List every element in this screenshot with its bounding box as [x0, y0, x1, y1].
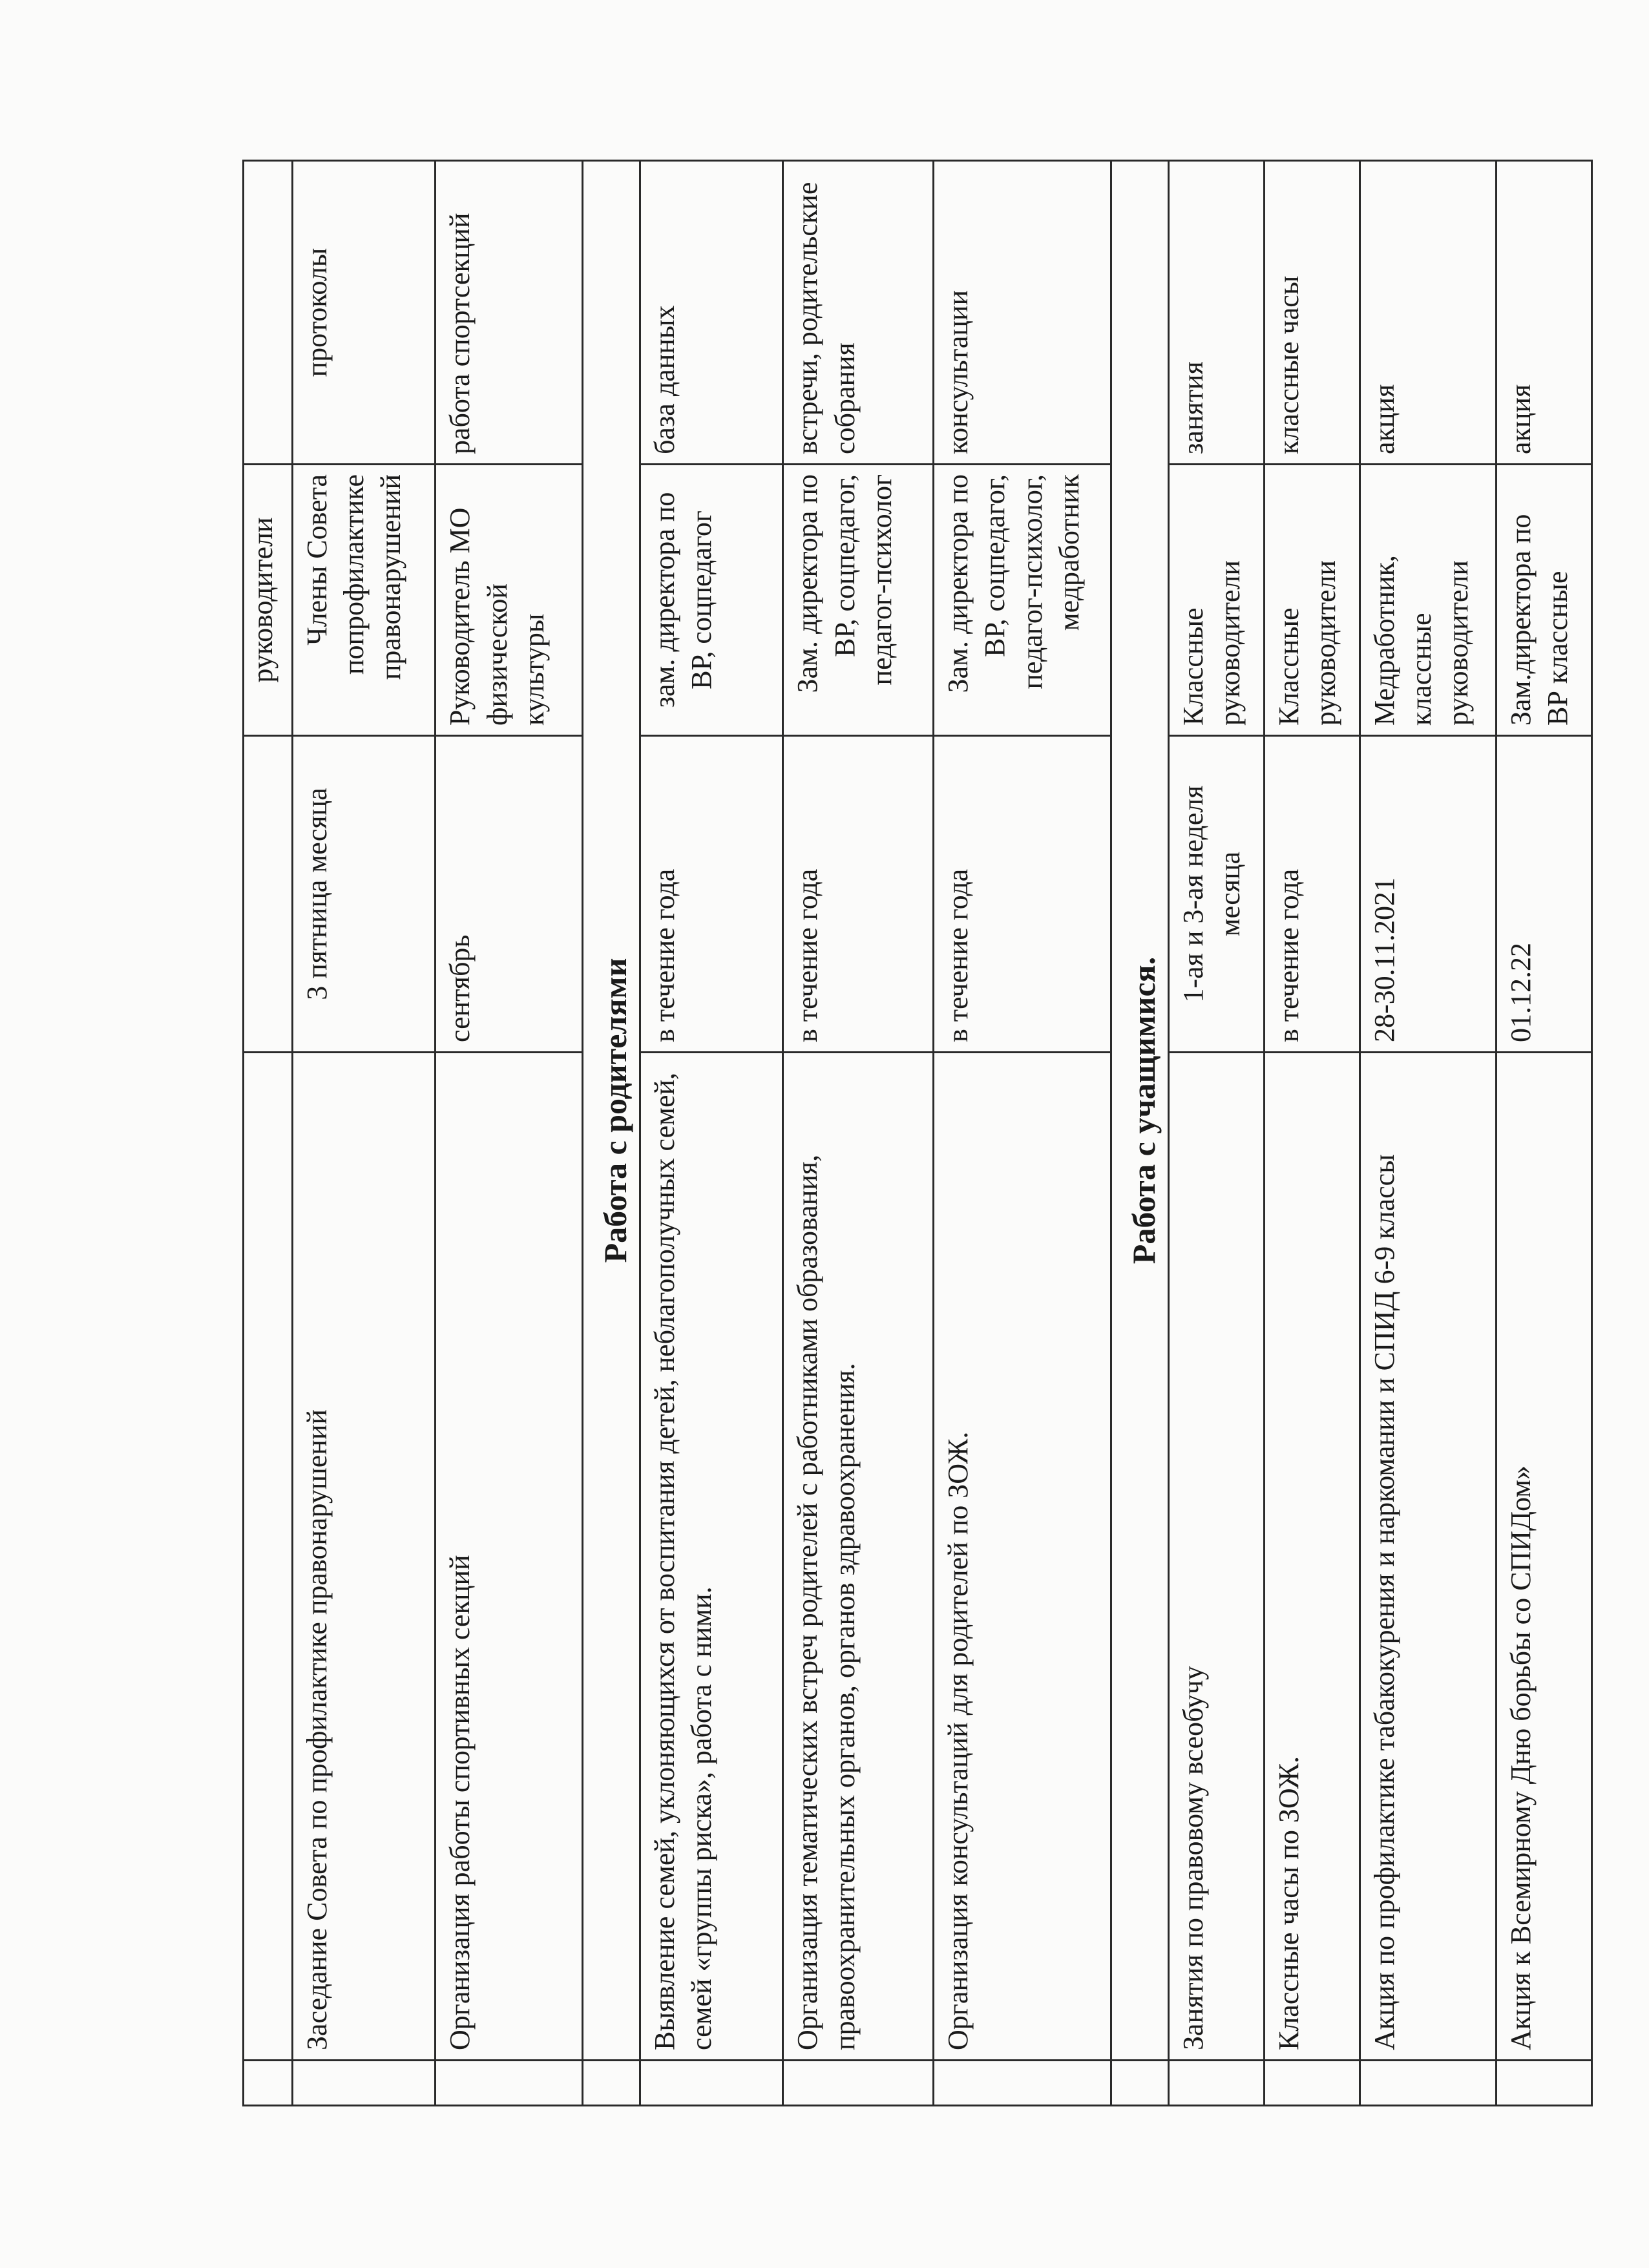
timing-cell: в течение года	[640, 736, 783, 1053]
table-row	[1168, 161, 1264, 2106]
row-number-cell	[1168, 2061, 1264, 2106]
row-number-cell	[1111, 2061, 1169, 2106]
row-number-cell	[582, 2061, 640, 2106]
event-cell	[244, 1053, 293, 2061]
form-cell: классные часы	[1264, 161, 1360, 465]
responsible-cell: Руководитель МО физической культуры	[436, 465, 582, 736]
row-number-cell	[292, 2061, 436, 2106]
form-cell: протоколы	[292, 161, 436, 465]
form-cell: работа спортсекций	[436, 161, 582, 465]
table-row	[1360, 161, 1496, 2106]
timing-cell: в течение года	[783, 736, 934, 1053]
event-cell: Организация работы спортивных секций	[436, 1053, 582, 2061]
event-cell: Выявление семей, уклоняющихся от воспитания детей, неблагополучных семей, семей «группы риска», работа с ними.	[640, 1053, 783, 2061]
section-title-parents: Работа с родителями	[582, 161, 640, 2061]
row-number-cell	[436, 2061, 582, 2106]
timing-cell: 1-ая и 3-ая неделя месяца	[1168, 736, 1264, 1053]
responsible-cell: зам. директора по ВР, соцпедагог	[640, 465, 783, 736]
row-number-cell	[244, 2061, 293, 2106]
timing-cell: в течение года	[1264, 736, 1360, 1053]
row-number-cell	[1264, 2061, 1360, 2106]
form-cell: акция	[1496, 161, 1591, 465]
responsible-cell: Зам.директора по ВР классные	[1496, 465, 1591, 736]
responsible-cell: Классные руководители	[1168, 465, 1264, 736]
timing-cell: сентябрь	[436, 736, 582, 1053]
timing-cell: 01.12.22	[1496, 736, 1591, 1053]
responsible-cell: Классные руководители	[1264, 465, 1360, 736]
row-number-cell	[640, 2061, 783, 2106]
table-row	[1264, 161, 1360, 2106]
section-title-students: Работа с учащимися.	[1111, 161, 1169, 2061]
form-cell: консультации	[934, 161, 1111, 465]
row-number-cell	[1360, 2061, 1496, 2106]
section-header-row	[1111, 161, 1169, 2106]
form-cell: акция	[1360, 161, 1496, 465]
timing-cell: в течение года	[934, 736, 1111, 1053]
form-cell: база данных	[640, 161, 783, 465]
event-cell: Акция к Всемирному Дню борьбы со СПИДом»	[1496, 1053, 1591, 2061]
table-row	[640, 161, 783, 2106]
responsible-cell: Зам. директора по ВР, соцпедагог, педагог-психолог, медработник	[934, 465, 1111, 736]
table-row	[244, 161, 293, 2106]
table-row	[1496, 161, 1591, 2106]
event-cell: Организация консультаций для родителей по ЗОЖ.	[934, 1053, 1111, 2061]
event-cell: Занятия по правовому всеобучу	[1168, 1053, 1264, 2061]
section-header-row	[582, 161, 640, 2106]
event-cell: Акция по профилактике табакокурения и наркомании и СПИД 6-9 классы	[1360, 1053, 1496, 2061]
timing-cell: 3 пятница месяца	[292, 736, 436, 1053]
event-cell: Заседание Совета по профилактике правонарушений	[292, 1053, 436, 2061]
rotated-page-content	[242, 162, 1593, 2106]
responsible-cell: Зам. директора по ВР, соцпедагог, педагог-психолог	[783, 465, 934, 736]
row-number-cell	[934, 2061, 1111, 2106]
table-row	[436, 161, 582, 2106]
form-cell: занятия	[1168, 161, 1264, 465]
timing-cell: 28-30.11.2021	[1360, 736, 1496, 1053]
plan-table	[242, 160, 1593, 2106]
form-cell: встречи, родительские собрания	[783, 161, 934, 465]
event-cell: Организация тематических встреч родителей с работниками образования, правоохранительных органов, органов здравоохранения.	[783, 1053, 934, 2061]
table-row	[783, 161, 934, 2106]
form-cell	[244, 161, 293, 465]
table-row	[292, 161, 436, 2106]
row-number-cell	[783, 2061, 934, 2106]
event-cell: Классные часы по ЗОЖ.	[1264, 1053, 1360, 2061]
responsible-cell: Медработник, классные руководители	[1360, 465, 1496, 736]
responsible-cell: Члены Совета попрофилактике правонарушений	[292, 465, 436, 736]
responsible-cell: руководители	[244, 465, 293, 736]
timing-cell	[244, 736, 293, 1053]
row-number-cell	[1496, 2061, 1591, 2106]
table-row	[934, 161, 1111, 2106]
